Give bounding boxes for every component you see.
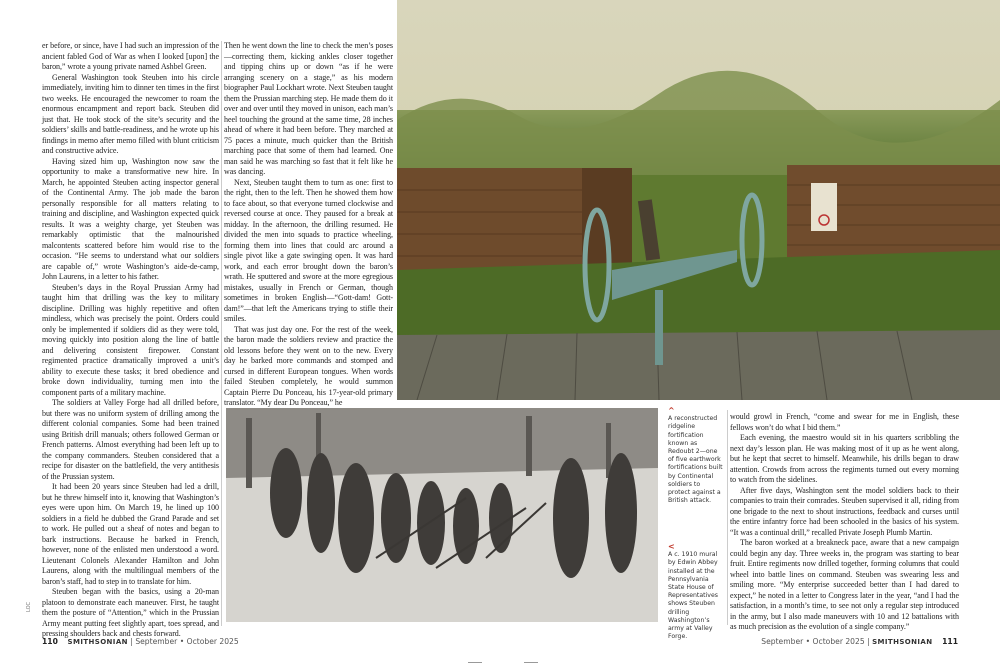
photo-caption-mural [668, 543, 724, 641]
fold-mark [524, 662, 538, 663]
caret-left-icon: < [668, 542, 675, 551]
article-column-3 [730, 412, 959, 633]
magazine-name: SMITHSONIAN [67, 638, 128, 646]
paragraph: That was just day one. For the rest of the week, the baron made the soldiers review and practice the old lessons before they went on to the new. Every day he barked more commands and stomped and cursed in different European tongues. When words failed Steuben completely, he would summon Captain Pierre Du Ponceau, his 17-year-old primary translator. “My dear Du Ponceau,” he [224, 324, 393, 407]
column-rule [221, 41, 222, 626]
paragraph: After five days, Washington sent the model soldiers back to their companies to train their comrades. Steuben supervised it all, riding from one brigade to the next to shout instructions, feedback and curses until the entire infantry force had been schooled in the basics of his system. “It was a continual drill,” recalled Private Joseph Plumb Martin. [730, 485, 959, 537]
footer-left [42, 637, 239, 646]
paragraph: would growl in French, “come and swear for me in English, these fellows won’t do what I bid them.” [730, 412, 959, 432]
fold-mark [468, 662, 482, 663]
redoubt-photo [397, 0, 1000, 400]
paragraph: General Washington took Steuben into his circle immediately, inviting him to dinner ten times in the first two weeks. He encouraged the newcomer to roam the enormous encampment and report back. Steuben did just that. He took stock of the site’s security and the soldiers’ skills and battle-readiness, and he wrote up his findings in memo after memo filled with blunt criticism and constructive advice. [42, 72, 219, 155]
mural-image [226, 408, 658, 622]
article-column-2 [224, 41, 393, 409]
magazine-name: SMITHSONIAN [872, 638, 933, 646]
page-number: 111 [942, 637, 958, 646]
paragraph: It had been 20 years since Steuben had led a drill, but he threw himself into it, knowing that Washington’s eyes were upon him. On March 19, he lined up 100 soldiers in a field he dubbed the Grand Parade and set to work. He pulled out a sheaf of notes and began to bark instructions. Because he barked in French, however, none of the enlisted men understood a word. Lieutenant Colonels Alexander Hamilton and John Laurens, along with the multilingual members of the baron’s staff, had to step in to translate for him. [42, 482, 219, 586]
paragraph: Steuben began with the basics, using a 20-man platoon to demonstrate each maneuver. First, he taught them the posture of “Attention,” which in the Prussian Army meant putting feet slightly apart, toes spread, and pressing shoulders back and chests forward. [42, 587, 219, 638]
paragraph: Next, Steuben taught them to turn as one: first to the right, then to the left. Then he showed them how to face about, so that everyone turned clockwise and reversed course at once. They paused for a break at midday. In the afternoon, the drilling resumed. He divided the men into squads to practice wheeling, forming them into lines that could arc around a single pivot like a gate swinging open. It was hard work, and each error brought down the baron’s wrath. He sputtered and swore at the more egregious mistakes, usually in French or German, though sometimes in broken English—“Gott-dam! Gott-dam!”—that left the Americans trying to stifle their smiles. [224, 177, 393, 323]
caret-up-icon: ^ [668, 406, 675, 415]
paragraph: Each evening, the maestro would sit in his quarters scribbling the next day’s lesson plan. He was making most of it up as he went along, but he kept that secret to himself. Meanwhile, his drills began to draw attention. Crowds from across the regiments turned out every morning to watch from the sidelines. [730, 433, 959, 484]
paragraph: The soldiers at Valley Forge had all drilled before, but there was no uniform system of drilling among the different colonial companies. Some had been trained using British drill manuals; others followed German or French patterns. Almost everything had been left up to the company commanders. Steuben considered that a recipe for disaster on the battlefield, the very antithesis of the Prussian system. [42, 398, 219, 481]
issue-date: September • October 2025 [135, 637, 239, 646]
caption-text: A reconstructed ridgeline fortification known as Redoubt 2—one of five earthwork fortifications built by Continental soldiers to protect against a British attack. [668, 415, 723, 505]
issue-date: September • October 2025 [761, 637, 865, 646]
caption-text: A c. 1910 mural by Edwin Abbey installed at the Pennsylvania State House of Representatives shows Steuben drilling Washington’s army at Valley Forge. [668, 551, 718, 641]
sign [811, 183, 837, 231]
page-number: 110 [42, 637, 58, 646]
paragraph: Steuben’s days in the Royal Prussian Army had taught him that drilling was the key to military discipline. Drilling was highly repetitive and often mindless, which was precisely the point. Orders could only be implemented if soldiers did as they were told, moving quickly into position along the line of battle and delivering consistent firepower. Constant regimented practice dramatically improved a unit’s ability to execute these tasks; it bred obedience and broke down individuality, turning men into the component parts of a military machine. [42, 282, 219, 397]
photo-credit: LOC [26, 601, 32, 612]
separator: | [130, 637, 133, 646]
paragraph: The baron worked at a breakneck pace, aware that a new campaign could begin any day. Three weeks in, the program was starting to bear fruit. Entire regiments now drilled together, forming columns that could wheel into battle lines on command. Steuben was swearing less and smiling more. “My enterprise succeeded better than I had dared to expect,” he noted in a letter to Congress later in the year, “and I had the satisfaction, in a month’s time, to see not only a regular step introduced in the army, but I also made maneuvers with 10 and 12 battalions with as much precision as the evolution of a single company.” [730, 538, 959, 631]
article-column-1 [42, 41, 219, 640]
footer-right [761, 637, 958, 646]
paragraph: Then he went down the line to check the men’s poses—correcting them, kicking ankles closer together and tipping chins up or down “as if he were arranging scenery on a stage,” as his modern biographer Paul Lockhart wrote. Next Steuben taught them the Prussian marching step. He made them do it over and over until they moved in unison, each man’s heel touching the ground at the same time, 28 inches ahead of where it had been before. They marched at 75 paces a minute, much quicker than the British marching pace that some of them had learned. One man said he was marching so fast that it felt like he was dancing. [224, 41, 393, 176]
paragraph: er before, or since, have I had such an impression of the ancient fabled God of War as when I looked [upon] the baron,” wrote a young private named Ashbel Green. [42, 41, 219, 71]
paragraph: Having sized him up, Washington now saw the opportunity to make a transformative new hire. In March, he appointed Steuben acting inspector general of the Continental Army. The job made the baron personally responsible for all matters relating to training and discipline, and Washington expected quick results. It was a weighty charge, yet Steuben was remarkably optimistic that the malnourished malcontents scattered before him would rise to the occasion. “He seems to understand what our soldiers are capable of,” wrote Washington’s aide-de-camp, John Laurens, in a letter to his father. [42, 156, 219, 281]
column-rule [727, 410, 728, 625]
photo-caption-redoubt [668, 407, 724, 505]
separator: | [867, 637, 870, 646]
